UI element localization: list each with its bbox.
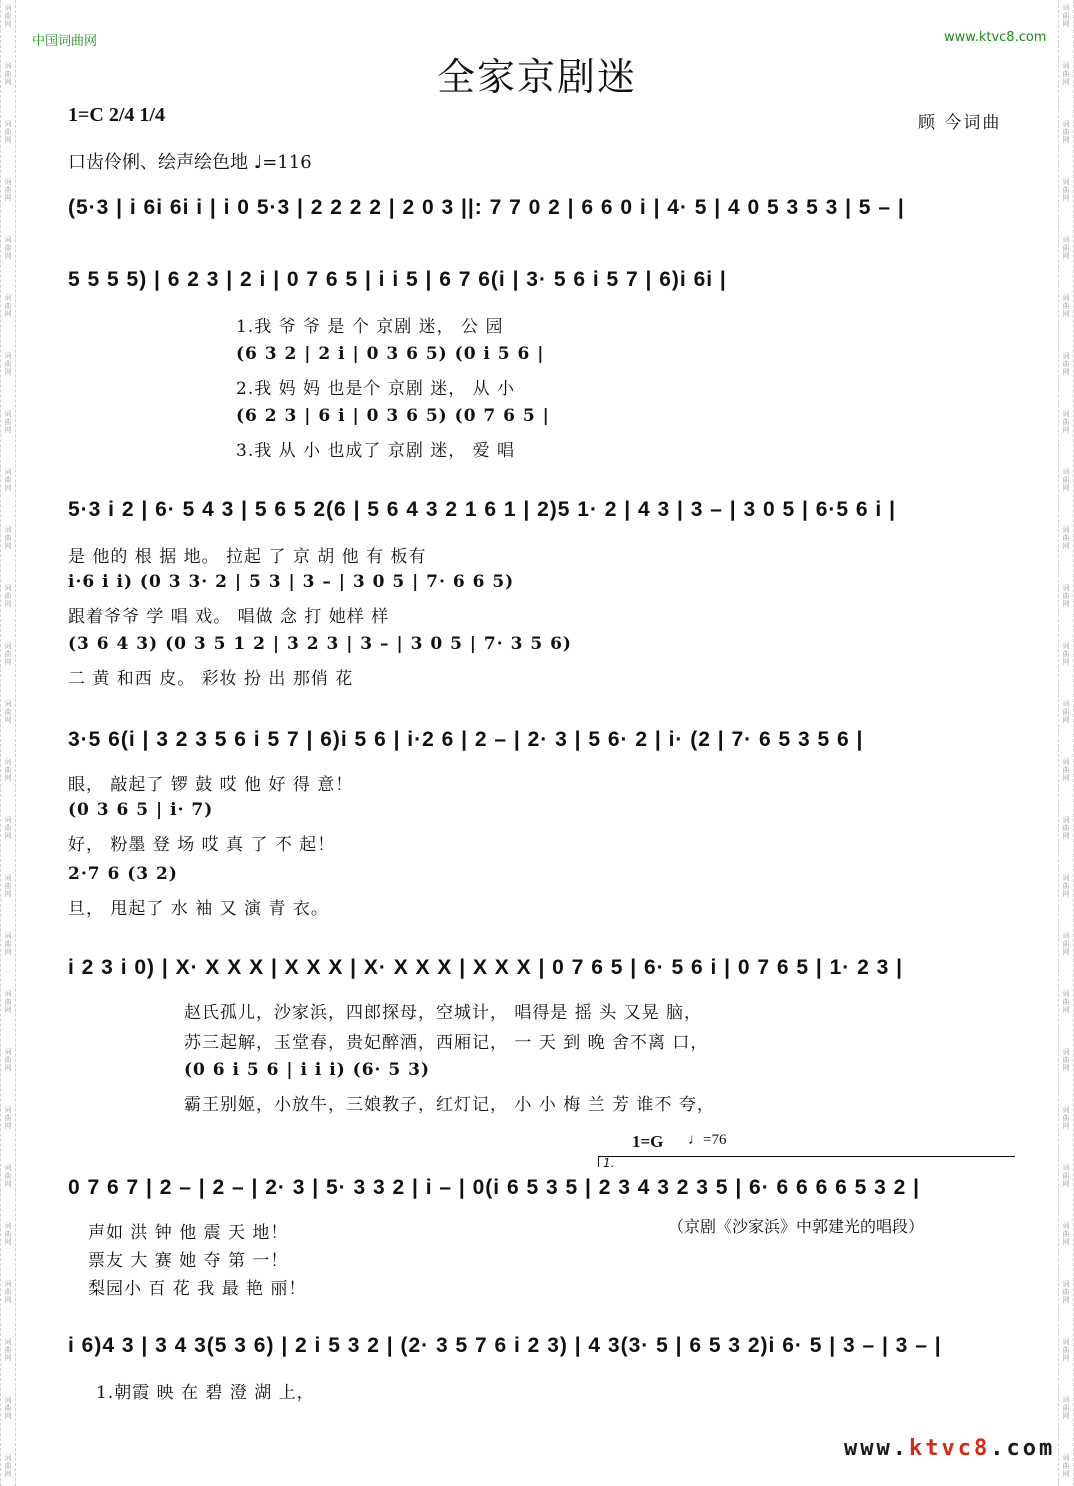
margin-watermark-text: 词 曲 网	[1062, 1338, 1070, 1362]
margin-watermark-text: 词 曲 网	[4, 1280, 12, 1304]
margin-watermark-text: 词 曲 网	[1062, 526, 1070, 550]
lyric-line: 好， 粉墨 登 场 哎 真 了 不 起！	[68, 835, 336, 855]
notation-row-4: 3·5 6(i | 3 2 3 5 6 i 5 7 | 6)i 5 6 | i·2 6 | 2 – | 2· 3 | 5 6· 2 | i· (2 | 7· 6 5 3 5 6 |	[68, 728, 864, 751]
margin-watermark-text: 词 曲 网	[4, 120, 12, 144]
tempo-change: ♩=76	[688, 1132, 727, 1148]
margin-watermark-text: 词 曲 网	[1062, 4, 1070, 28]
lyric-line: 眼， 敲起了 锣 鼓 哎 他 好 得 意！	[68, 775, 354, 795]
source-caption: （京剧《沙家浜》中郭建光的唱段）	[668, 1217, 925, 1236]
margin-watermark-text: 词 曲 网	[4, 816, 12, 840]
margin-watermark-text: 词 曲 网	[4, 990, 12, 1014]
lyric-line: 旦， 甩起了 水 袖 又 演 青 衣。	[68, 899, 329, 919]
margin-watermark-text: 词 曲 网	[4, 642, 12, 666]
song-title: 全家京剧迷	[436, 55, 637, 99]
notation-row-3: 5·3 i 2 | 6· 5 4 3 | 5 6 5 2(6 | 5 6 4 3 2 1 6 1 | 2)5 1· 2 | 4 3 | 3 – | 3 0 5 | 6·5 6 i |	[68, 498, 896, 521]
site-name-left[interactable]: 中国词曲网	[32, 34, 98, 49]
lyric-line: 1.我 爷 爷 是 个 京剧 迷， 公 园	[236, 317, 504, 337]
margin-watermark-text: 词 曲 网	[1062, 990, 1070, 1014]
margin-watermark-text: 词 曲 网	[1062, 1222, 1070, 1246]
margin-watermark-text: 词 曲 网	[4, 4, 12, 28]
key-change: 1=G	[632, 1132, 664, 1151]
notation-row-6: 0 7 6 7 | 2 – | 2 – | 2· 3 | 5· 3 3 2 | i – | 0(i 6 5 3 5 | 2 3 4 3 2 3 5 | 6· 6 6 6 6 5 3 2 |	[68, 1176, 921, 1199]
margin-watermark-text: 词 曲 网	[1062, 700, 1070, 724]
margin-watermark-text: 词 曲 网	[4, 1454, 12, 1478]
margin-watermark-text: 词 曲 网	[4, 410, 12, 434]
margin-watermark-text: 词 曲 网	[4, 62, 12, 86]
author-credit: 顾 今词曲	[918, 113, 1002, 133]
margin-watermark-text: 词 曲 网	[1062, 352, 1070, 376]
notation-row-2: 5 5 5 5) | 6 2 3 | 2 i | 0 7 6 5 | i i 5 | 6 7 6(i | 3· 5 6 i 5 7 | 6)i 6i |	[68, 268, 727, 291]
lyric-line: 是 他的 根 据 地。 拉起 了 京 胡 他 有 板有	[68, 547, 427, 567]
lyric-line: 赵氏孤儿，沙家浜，四郎探母，空城计， 唱得是 摇 头 又晃 脑，	[184, 1003, 703, 1023]
lyric-line: 2·7 6 (3 2)	[68, 864, 178, 884]
margin-watermark-text: 词 曲 网	[4, 236, 12, 260]
notation-row-7: i 6)4 3 | 3 4 3(5 3 6) | 2 i 5 3 2 | (2· 3 5 7 6 i 2 3) | 4 3(3· 5 | 6 5 3 2)i 6· 5 | 3 – | 3 – |	[68, 1334, 942, 1357]
margin-watermark-text: 词 曲 网	[1062, 236, 1070, 260]
margin-watermark-text: 词 曲 网	[4, 932, 12, 956]
margin-watermark-text: 词 曲 网	[4, 468, 12, 492]
margin-watermark-text: 词 曲 网	[1062, 816, 1070, 840]
margin-watermark-text: 词 曲 网	[1062, 1048, 1070, 1072]
margin-watermark-text: 词 曲 网	[4, 1222, 12, 1246]
right-margin-watermark	[1058, 0, 1074, 1486]
left-margin-watermark	[0, 0, 16, 1486]
margin-watermark-text: 词 曲 网	[1062, 1164, 1070, 1188]
margin-watermark-text: 词 曲 网	[4, 1164, 12, 1188]
lyric-line: (0 3 6 5 | i· 7)	[68, 800, 214, 820]
margin-watermark-text: 词 曲 网	[4, 700, 12, 724]
lyric-line: 霸王别姬，小放牛，三娘教子，红灯记， 小 小 梅 兰 芳 谁不 夸，	[184, 1095, 715, 1115]
footer-suffix: .com	[990, 1436, 1056, 1461]
margin-watermark-text: 词 曲 网	[4, 178, 12, 202]
lyric-line: 梨园小 百 花 我 最 艳 丽！	[88, 1279, 307, 1299]
margin-watermark-text: 词 曲 网	[1062, 758, 1070, 782]
margin-watermark-text: 词 曲 网	[1062, 932, 1070, 956]
lyric-line: i·6 i i) (0 3 3· 2 | 5 3 | 3 – | 3 0 5 | 7· 6 6 5)	[68, 572, 515, 592]
margin-watermark-text: 词 曲 网	[1062, 410, 1070, 434]
lyric-line: 二 黄 和西 皮。 彩妆 扮 出 那俏 花	[68, 669, 354, 689]
margin-watermark-text: 词 曲 网	[4, 874, 12, 898]
footer-watermark[interactable]	[844, 1436, 1055, 1461]
margin-watermark-text: 词 曲 网	[4, 1048, 12, 1072]
margin-watermark-text: 词 曲 网	[1062, 1106, 1070, 1130]
margin-watermark-text: 词 曲 网	[1062, 120, 1070, 144]
margin-watermark-text: 词 曲 网	[4, 526, 12, 550]
lyric-line: (6 3 2 | 2 i | 0 3 6 5) (0 i 5 6 |	[236, 344, 545, 364]
lyric-line: 跟着爷爷 学 唱 戏。 唱做 念 打 她样 样	[68, 607, 390, 627]
lyric-line: 1.朝霞 映 在 碧 澄 湖 上，	[96, 1383, 315, 1403]
lyric-line: 3.我 从 小 也成了 京剧 迷， 爱 唱	[236, 441, 516, 461]
margin-watermark-text: 词 曲 网	[4, 1396, 12, 1420]
margin-watermark-text: 词 曲 网	[1062, 584, 1070, 608]
lyric-line: 2.我 妈 妈 也是个 京剧 迷， 从 小	[236, 379, 516, 399]
margin-watermark-text: 词 曲 网	[1062, 62, 1070, 86]
lyric-line: (0 6 i 5 6 | i i i) (6· 5 3)	[184, 1060, 431, 1080]
margin-watermark-text: 词 曲 网	[1062, 1280, 1070, 1304]
footer-brand: ktvc8	[908, 1436, 991, 1461]
volta-bracket	[598, 1156, 1015, 1167]
margin-watermark-text: 词 曲 网	[4, 352, 12, 376]
lyric-line: 苏三起解，玉堂春，贵妃醉酒，西厢记， 一 天 到 晚 舍不离 口，	[184, 1033, 709, 1053]
lyric-line: 票友 大 赛 她 夺 第 一！	[88, 1251, 289, 1271]
margin-watermark-text: 词 曲 网	[1062, 1454, 1070, 1478]
volta-label: 1.	[603, 1156, 615, 1170]
margin-watermark-text: 词 曲 网	[4, 584, 12, 608]
lyric-line: (3 6 4 3) (0 3 5 1 2 | 3 2 3 | 3 – | 3 0 5 | 7· 3 5 6)	[68, 634, 572, 654]
notation-row-5: i 2 3 i 0) | X· X X X | X X X | X· X X X | X X X | 0 7 6 5 | 6· 5 6 i | 0 7 6 5 | 1· 2 3 |	[68, 956, 904, 979]
margin-watermark-text: 词 曲 网	[4, 294, 12, 318]
footer-prefix: www.	[844, 1436, 909, 1461]
key-signature: 1=C 2/4 1/4	[68, 104, 165, 126]
lyric-line: 声如 洪 钟 他 震 天 地！	[88, 1223, 289, 1243]
margin-watermark-text: 词 曲 网	[4, 1106, 12, 1130]
notation-row-1: (5·3 | i 6i 6i i | i 0 5·3 | 2 2 2 2 | 2 0 3 ||: 7 7 0 2 | 6 6 0 i | 4· 5 | 4 0 5 3 5 3 | 5 – |	[68, 196, 905, 219]
margin-watermark-text: 词 曲 网	[1062, 874, 1070, 898]
margin-watermark-text: 词 曲 网	[1062, 294, 1070, 318]
margin-watermark-text: 词 曲 网	[1062, 468, 1070, 492]
expression-marking: 口齿伶俐、绘声绘色地 ♩=116	[68, 152, 312, 173]
margin-watermark-text: 词 曲 网	[1062, 178, 1070, 202]
margin-watermark-text: 词 曲 网	[1062, 642, 1070, 666]
margin-watermark-text: 词 曲 网	[1062, 1396, 1070, 1420]
margin-watermark-text: 词 曲 网	[4, 758, 12, 782]
site-url-right[interactable]: www.ktvc8.com	[944, 30, 1047, 45]
lyric-line: (6 2 3 | 6 i | 0 3 6 5) (0 7 6 5 |	[236, 406, 550, 426]
margin-watermark-text: 词 曲 网	[4, 1338, 12, 1362]
